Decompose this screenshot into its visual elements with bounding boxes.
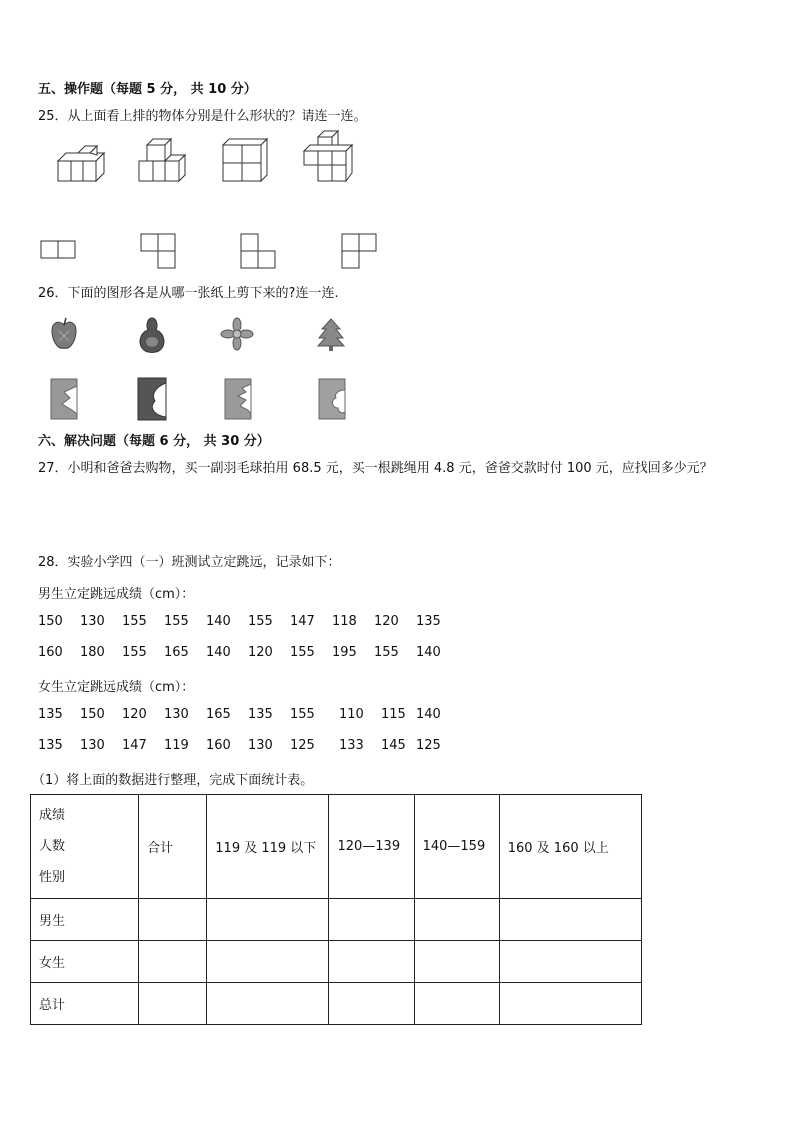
score: 147 xyxy=(290,614,315,629)
score: 140 xyxy=(206,645,231,660)
score: 155 xyxy=(122,614,147,629)
score: 195 xyxy=(332,645,357,660)
top-view-shape-2 xyxy=(140,233,176,269)
question-28-intro: 28．实验小学四（一）班测试立定跳远，记录如下： xyxy=(38,555,341,570)
answer-cell[interactable] xyxy=(499,983,641,1025)
answer-cell[interactable] xyxy=(414,899,499,941)
answer-cell[interactable] xyxy=(414,941,499,983)
header-140-159: 140—159 xyxy=(414,795,499,899)
top-view-shape-4 xyxy=(341,233,377,269)
score: 160 xyxy=(206,738,231,753)
answer-cell[interactable] xyxy=(139,941,207,983)
score: 155 xyxy=(374,645,399,660)
paper-sheet-1 xyxy=(50,378,78,420)
score: 140 xyxy=(416,707,441,722)
header-total: 合计 xyxy=(139,795,207,899)
flower-shape-icon xyxy=(221,318,253,350)
table-row xyxy=(31,983,642,1025)
score: 150 xyxy=(38,614,63,629)
table-header-row xyxy=(31,795,642,899)
top-view-shape-3 xyxy=(240,233,276,269)
corner-label-gender: 性别 xyxy=(39,870,66,885)
answer-cell[interactable] xyxy=(329,941,414,983)
score: 130 xyxy=(248,738,273,753)
header-160-above: 160 及 160 以上 xyxy=(499,795,641,899)
score: 140 xyxy=(206,614,231,629)
score: 115 xyxy=(381,707,406,722)
answer-cell[interactable] xyxy=(139,899,207,941)
section-title-operations: 五、操作题（每题 5 分， 共 10 分） xyxy=(38,82,257,97)
paper-sheet-4 xyxy=(318,378,346,420)
question-26: 26．下面的图形各是从哪一张纸上剪下来的?连一连. xyxy=(38,286,339,301)
score: 130 xyxy=(164,707,189,722)
answer-cell[interactable] xyxy=(207,899,329,941)
statistics-table xyxy=(30,794,642,1025)
paper-sheet-3 xyxy=(224,378,252,420)
paper-sheet-2 xyxy=(137,377,167,421)
score: 147 xyxy=(122,738,147,753)
boys-scores-row-1 xyxy=(0,614,500,632)
score: 155 xyxy=(290,707,315,722)
score: 135 xyxy=(38,707,63,722)
score: 155 xyxy=(164,614,189,629)
row-label-girls: 女生 xyxy=(31,941,139,983)
header-120-139: 120—139 xyxy=(329,795,414,899)
corner-label-score: 成绩 xyxy=(39,808,66,823)
gourd-shape-icon xyxy=(137,316,167,354)
score: 135 xyxy=(38,738,63,753)
table-corner-cell xyxy=(31,795,139,899)
score: 135 xyxy=(248,707,273,722)
cube-figure-3 xyxy=(221,137,269,183)
score: 125 xyxy=(416,738,441,753)
score: 165 xyxy=(164,645,189,660)
answer-cell[interactable] xyxy=(499,899,641,941)
corner-label-count: 人数 xyxy=(39,839,66,854)
row-label-total: 总计 xyxy=(31,983,139,1025)
score: 130 xyxy=(80,614,105,629)
table-row xyxy=(31,941,642,983)
score: 145 xyxy=(381,738,406,753)
score: 133 xyxy=(339,738,364,753)
score: 120 xyxy=(122,707,147,722)
cube-figure-4 xyxy=(300,131,354,183)
tree-shape-icon xyxy=(316,318,346,352)
score: 118 xyxy=(332,614,357,629)
score: 120 xyxy=(248,645,273,660)
cube-figure-2 xyxy=(137,137,187,185)
answer-cell[interactable] xyxy=(329,899,414,941)
score: 155 xyxy=(122,645,147,660)
answer-cell[interactable] xyxy=(207,941,329,983)
score: 125 xyxy=(290,738,315,753)
answer-cell[interactable] xyxy=(329,983,414,1025)
answer-cell[interactable] xyxy=(207,983,329,1025)
score: 160 xyxy=(38,645,63,660)
score: 165 xyxy=(206,707,231,722)
girls-label: 女生立定跳远成绩（cm）： xyxy=(38,680,195,695)
girls-scores-row-2 xyxy=(0,738,500,756)
score: 155 xyxy=(290,645,315,660)
sub-question-1: （1）将上面的数据进行整理，完成下面统计表。 xyxy=(32,773,314,788)
answer-cell[interactable] xyxy=(414,983,499,1025)
score: 140 xyxy=(416,645,441,660)
score: 110 xyxy=(339,707,364,722)
cube-figure-1 xyxy=(56,143,106,183)
score: 150 xyxy=(80,707,105,722)
answer-cell[interactable] xyxy=(499,941,641,983)
score: 130 xyxy=(80,738,105,753)
apple-shape-icon xyxy=(50,317,78,351)
row-label-boys: 男生 xyxy=(31,899,139,941)
score: 120 xyxy=(374,614,399,629)
score: 155 xyxy=(248,614,273,629)
boys-label: 男生立定跳远成绩（cm）： xyxy=(38,587,195,602)
question-25: 25．从上面看上排的物体分别是什么形状的？请连一连。 xyxy=(38,109,367,124)
boys-scores-row-2 xyxy=(0,645,500,663)
question-27: 27．小明和爸爸去购物，买一副羽毛球拍用 68.5 元，买一根跳绳用 4.8 元，爸爸交款时付 100 元，应找回多少元？ xyxy=(38,461,713,476)
header-119-below: 119 及 119 以下 xyxy=(207,795,329,899)
top-view-shape-1 xyxy=(40,240,76,260)
score: 180 xyxy=(80,645,105,660)
score: 135 xyxy=(416,614,441,629)
girls-scores-row-1 xyxy=(0,707,500,725)
score: 119 xyxy=(164,738,189,753)
answer-cell[interactable] xyxy=(139,983,207,1025)
section-title-problem-solving: 六、解决问题（每题 6 分， 共 30 分） xyxy=(38,434,270,449)
table-row xyxy=(31,899,642,941)
